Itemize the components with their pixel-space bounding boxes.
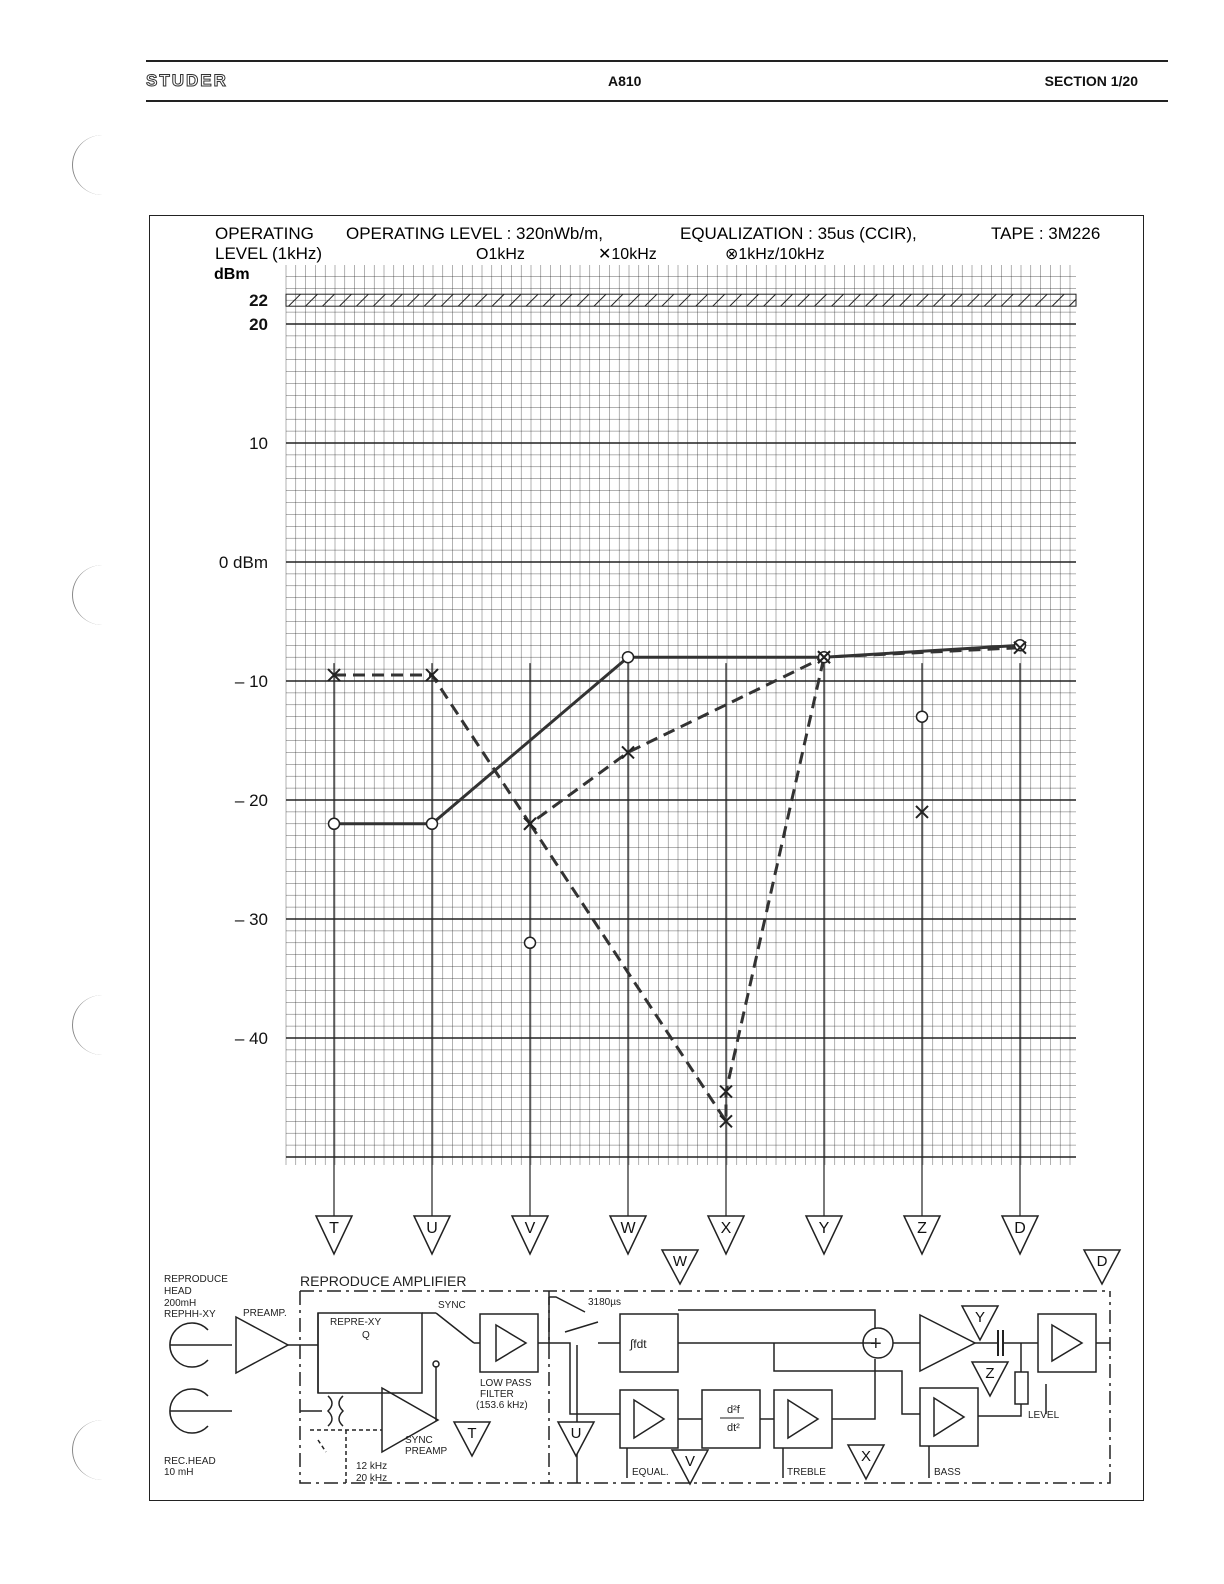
sync-preamp-label-1: SYNC [405, 1435, 433, 1446]
rep-head-label-2: HEAD [164, 1286, 192, 1297]
legend-1khz-10khz: ⊗1kHz/10kHz [725, 246, 825, 263]
treble-amp-block [774, 1390, 832, 1448]
freq-12khz: 12 kHz [356, 1461, 388, 1472]
marker-isolated-circle [917, 711, 928, 722]
sync-label: SYNC [438, 1300, 466, 1311]
rep-head-label-3: 200mH [164, 1298, 197, 1309]
test-point-label-t: T [329, 1220, 339, 1237]
sum-sign: + [870, 1333, 882, 1355]
chart-markers [328, 640, 1026, 1128]
rec-head-label-1: REC.HEAD [164, 1456, 216, 1467]
diagram-tp-label-d: D [1096, 1253, 1108, 1270]
lowpass-block [480, 1314, 538, 1372]
equalization-text: EQUALIZATION : 35us (CCIR), [680, 224, 917, 243]
diff-label-bot: dt² [727, 1422, 740, 1434]
diagram-tp-label-x: X [860, 1448, 872, 1465]
equal-label: EQUAL. [632, 1467, 669, 1478]
diagram-test-points [454, 1250, 1120, 1484]
y-tick-label: – 10 [234, 672, 268, 691]
treble-amp-icon [788, 1400, 818, 1438]
output-amp-triangle [920, 1315, 975, 1371]
overload-hatch [286, 294, 1076, 306]
freq-20khz: 20 kHz [356, 1473, 388, 1484]
preamp-triangle [236, 1317, 288, 1373]
equal-amp-icon [634, 1400, 664, 1438]
diff-label-top: d²f [727, 1404, 740, 1416]
tape-text: TAPE : 3M226 [991, 224, 1101, 243]
line-driver-block [1038, 1314, 1096, 1372]
diagram-title: REPRODUCE AMPLIFIER [300, 1273, 467, 1289]
marker-1khz [329, 818, 340, 829]
lowpass-label-3: (153.6 kHz) [476, 1400, 528, 1411]
diagram-tp-label-y: Y [974, 1309, 986, 1326]
y-tick-label: 20 [249, 315, 268, 334]
lowpass-output-wire [538, 1343, 620, 1414]
marker-1khz [427, 818, 438, 829]
test-point-leaders [316, 663, 1038, 1254]
integrator-block [620, 1314, 678, 1372]
operating-label-2: LEVEL (1kHz) [215, 244, 323, 263]
repre-label-1: REPRE-XY [330, 1317, 382, 1328]
diagram-tp-label-w: W [672, 1253, 688, 1270]
section-number: SECTION 1/20 [1044, 73, 1138, 89]
model-title: A810 [608, 73, 642, 89]
transformer-icon [328, 1396, 343, 1426]
diagram-tp-label-z: Z [985, 1365, 995, 1382]
equal-amp-block [620, 1390, 678, 1448]
reproduce-amplifier-diagram [164, 1273, 1110, 1484]
sync-preamp-output [436, 1366, 438, 1420]
test-point-label-w: W [620, 1220, 636, 1237]
sync-switch [422, 1313, 480, 1343]
marker-1khz [623, 652, 634, 663]
rep-head-label-1: REPRODUCE [164, 1274, 228, 1285]
y-tick-label: – 40 [234, 1029, 268, 1048]
y-tick-label: – 20 [234, 791, 268, 810]
test-point-label-u: U [426, 1220, 438, 1237]
test-point-label-v: V [524, 1220, 536, 1237]
tc-label: 3180µs [588, 1297, 622, 1308]
lowpass-amp-icon [496, 1325, 526, 1361]
diagram-tp-label-u: U [570, 1425, 582, 1442]
series-line-1 [334, 648, 1020, 824]
preamp-label: PREAMP. [243, 1308, 287, 1319]
bypass-wire [678, 1310, 875, 1329]
y-tick-label: 10 [249, 434, 268, 453]
bass-amp-icon [934, 1398, 964, 1436]
integrator-label: ∫fdt [630, 1337, 647, 1351]
diagram-tp-label-v: V [684, 1453, 696, 1470]
bass-input-wire [774, 1343, 920, 1414]
marker-1khz [1015, 640, 1026, 651]
operating-level-text: OPERATING LEVEL : 320nWb/m, [346, 224, 603, 243]
diagram-tp-label-t: T [467, 1425, 477, 1442]
y-axis-unit: dBm [214, 266, 250, 283]
legend-10khz: ✕10kHz [598, 246, 657, 263]
y-tick-label: 22 [249, 291, 268, 311]
series-line-0 [334, 645, 1020, 824]
bass-amp-block [920, 1388, 978, 1446]
brand-logo: STUDER [146, 71, 228, 90]
test-point-label-d: D [1014, 1220, 1026, 1237]
rep-head-label-4: REPHH-XY [164, 1309, 216, 1320]
differentiator-block [702, 1390, 760, 1448]
lowpass-label-1: LOW PASS [480, 1378, 532, 1389]
test-point-label-y: Y [818, 1220, 830, 1237]
test-point-label-z: Z [917, 1220, 927, 1237]
chart-grid [286, 265, 1076, 1165]
level-label: LEVEL [1028, 1410, 1060, 1421]
coupling-capacitor [998, 1330, 1003, 1356]
bass-label: BASS [934, 1467, 961, 1478]
sync-preamp-label-2: PREAMP [405, 1446, 448, 1457]
series-line-2 [530, 657, 824, 1121]
preamp-output-wire [288, 1313, 318, 1393]
treble-output [832, 1359, 875, 1419]
line-driver-icon [1052, 1325, 1082, 1361]
level-pot [1015, 1372, 1028, 1404]
marker-isolated-circle [525, 937, 536, 948]
test-point-label-x: X [720, 1220, 732, 1237]
lowpass-label-2: FILTER [480, 1389, 514, 1400]
rec-head-label-2: 10 mH [164, 1467, 194, 1478]
treble-label: TREBLE [787, 1467, 826, 1478]
y-tick-label: 0 dBm [218, 553, 268, 572]
legend-1khz: O1kHz [476, 246, 525, 263]
operating-label-1: OPERATING [215, 224, 314, 243]
y-tick-labels [219, 291, 268, 1048]
y-tick-label: – 30 [234, 910, 268, 929]
repre-label-2: Q [362, 1330, 370, 1341]
